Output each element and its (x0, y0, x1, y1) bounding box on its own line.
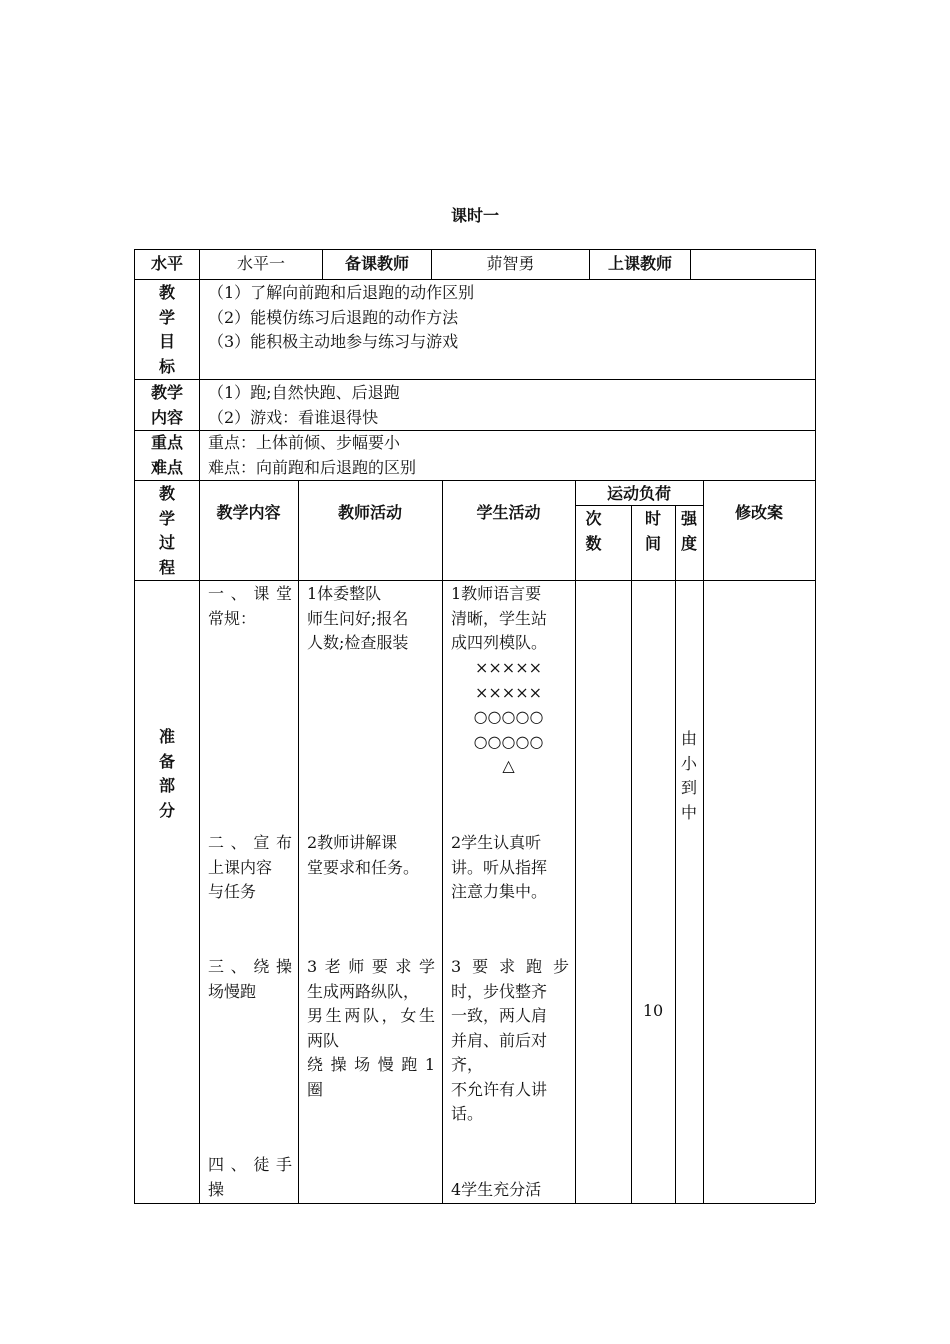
step-1-teacher: 1体委整队 师生问好;报名 人数;检查服装 (307, 584, 409, 652)
step-3-content: 三、绕操 场慢跑 (208, 957, 292, 1001)
step-3-teacher: 3老师要求学 生成两路纵队， 男生两队，女生 两队 绕操场慢跑1 圈 (307, 957, 435, 1099)
formation-row: ××××× (474, 658, 543, 677)
class-teacher-value (691, 250, 815, 279)
objective-item: （2）能模仿练习后退跑的动作方法 (208, 307, 459, 327)
content-label: 教学 内容 (150, 383, 183, 427)
prep-section-label: 准 备 部 分 (158, 727, 175, 820)
col-exercise-load: 运动负荷 (606, 484, 671, 503)
prep-duration: 10 (642, 1001, 664, 1020)
step-4-student: 4学生充分活 (451, 1180, 542, 1199)
col-times: 次 数 (585, 509, 602, 553)
formation-row: ××××× (474, 682, 543, 702)
class-teacher-label: 上课教师 (607, 254, 672, 274)
step-1-student: 1教师语言要 清晰，学生站 成四列模队。 (451, 584, 548, 652)
content-item: （2）游戏：看谁退得快 (208, 407, 379, 427)
process-label: 教 学 过 程 (158, 484, 175, 577)
formation-row: ○○○○○ (473, 707, 544, 726)
col-teacher-activity: 教师活动 (337, 503, 402, 522)
step-3-student: 3要求跑步 时，步伐整齐 一致，两人肩 并肩、前后对 齐， 不允许有人讲 话。 (451, 957, 569, 1123)
step-2-teacher: 2教师讲解课 堂要求和任务。 (307, 833, 420, 877)
prep-teacher-label: 备课教师 (344, 254, 409, 274)
prep-intensity: 由 小 到 中 (680, 729, 697, 822)
col-teaching-content: 教学内容 (216, 503, 281, 522)
col-intensity: 强 度 (680, 509, 697, 553)
key-points-label: 重点 难点 (150, 433, 183, 477)
step-4-content: 四、徒手 操 (208, 1155, 292, 1199)
step-2-student: 2学生认真听 讲。听从指挥 注意力集中。 (451, 833, 548, 901)
key-point-item: 重点：上体前倾、步幅要小 (208, 433, 401, 452)
level-label: 水平 (150, 254, 183, 274)
objectives-list (208, 281, 808, 379)
content-list (208, 381, 808, 430)
step-2-content: 二、宣布 上课内容 与任务 (208, 833, 292, 901)
objective-item: （1）了解向前跑和后退跑的动作区别 (208, 283, 475, 302)
formation-teacher-marker: △ (502, 756, 515, 775)
col-revision: 修改案 (734, 503, 783, 522)
page-title: 课时一 (450, 206, 499, 225)
col-duration: 时 间 (644, 509, 661, 553)
objective-item: （3）能积极主动地参与练习与游戏 (208, 332, 459, 351)
formation-row: ○○○○○ (473, 731, 544, 751)
formation-diagram (442, 656, 575, 786)
key-point-item: 难点：向前跑和后退跑的区别 (208, 457, 417, 477)
level-value: 水平一 (236, 254, 285, 274)
col-student-activity: 学生活动 (476, 503, 541, 522)
key-points-list (208, 431, 808, 480)
objectives-label: 教 学 目 标 (158, 283, 175, 376)
step-1-content: 一、课堂 常规： (208, 584, 292, 628)
content-item: （1）跑;自然快跑、后退跑 (208, 383, 400, 402)
prep-teacher-value: 茆智勇 (486, 254, 535, 274)
